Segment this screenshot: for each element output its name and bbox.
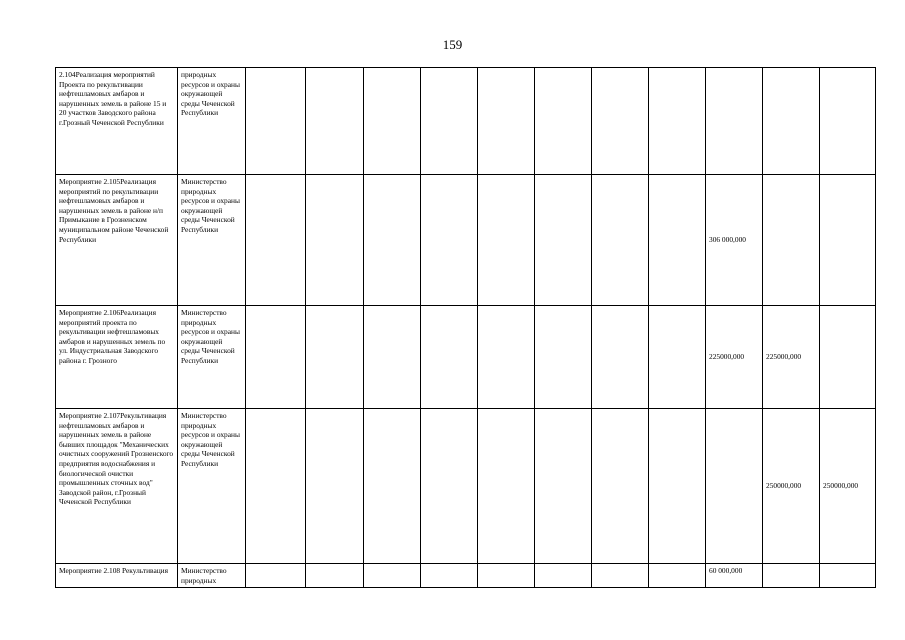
- value-cell: [649, 409, 706, 564]
- value-cell: [478, 409, 535, 564]
- value-cell: [535, 306, 592, 409]
- table-row: [56, 409, 876, 564]
- value-cell: [535, 175, 592, 306]
- value-cell: [306, 409, 364, 564]
- value-cell: [820, 68, 876, 175]
- activity-cell: Мероприятие 2.105Реализация мероприятий по рекультивации нефтешламовых амбаров и нарушенных земель в районе н/п Примыкание в Грозненском муниципальном районе Чеченской Республики: [56, 175, 178, 306]
- value-cell: 306 000,000: [706, 175, 763, 306]
- value-cell: [306, 564, 364, 588]
- value-cell: [246, 564, 306, 588]
- table-row: [56, 564, 876, 588]
- value-cell: 60 000,000: [706, 564, 763, 588]
- activity-cell: Мероприятие 2.106Реализация мероприятий проекта по рекультивации нефтешламовых амбаров и нарушенных земель по ул. Индустриальная Заводского района г. Грозного: [56, 306, 178, 409]
- value-cell: [535, 409, 592, 564]
- value-cell: 225000,000: [706, 306, 763, 409]
- table-row: [56, 175, 876, 306]
- value-cell: [246, 68, 306, 175]
- value-cell: [706, 68, 763, 175]
- value-cell: [364, 68, 421, 175]
- value-cell: [421, 175, 478, 306]
- value-cell: [763, 564, 820, 588]
- value-cell: [706, 409, 763, 564]
- value-cell: [592, 564, 649, 588]
- value-cell: [246, 409, 306, 564]
- value-cell: [478, 68, 535, 175]
- value-cell: [306, 306, 364, 409]
- table-row: [56, 68, 876, 175]
- executor-cell: Министерство природных: [178, 564, 246, 588]
- executor-cell: Министерство природных ресурсов и охраны окружающей среды Чеченской Республики: [178, 175, 246, 306]
- value-cell: [421, 68, 478, 175]
- value-cell: [421, 409, 478, 564]
- value-cell: [535, 564, 592, 588]
- value-cell: [592, 175, 649, 306]
- value-cell: [306, 175, 364, 306]
- value-cell: [421, 306, 478, 409]
- value-cell: [364, 175, 421, 306]
- value-cell: [592, 68, 649, 175]
- value-cell: [649, 68, 706, 175]
- value-cell: [364, 306, 421, 409]
- activity-cell: Мероприятие 2.107Рекультивация нефтешламовых амбаров и нарушенных земель в районе бывших площадок "Механических очистных сооружений Грозненского предприятия водоснабжения и биологической очистки промышленных сточных вод" Заводской район, г.Грозный Чеченской Республики: [56, 409, 178, 564]
- value-cell: 225000,000: [763, 306, 820, 409]
- executor-cell: Министерство природных ресурсов и охраны окружающей среды Чеченской Республики: [178, 409, 246, 564]
- value-cell: [364, 564, 421, 588]
- value-cell: [649, 564, 706, 588]
- value-cell: [246, 175, 306, 306]
- executor-cell: природных ресурсов и охраны окружающей среды Чеченской Республики: [178, 68, 246, 175]
- value-cell: 250000,000: [820, 409, 876, 564]
- value-cell: [649, 306, 706, 409]
- value-cell: [421, 564, 478, 588]
- table-row: [56, 306, 876, 409]
- value-cell: [763, 175, 820, 306]
- value-cell: [364, 409, 421, 564]
- page-number: 159: [442, 37, 463, 52]
- value-cell: [649, 175, 706, 306]
- value-cell: [820, 175, 876, 306]
- value-cell: [592, 306, 649, 409]
- value-cell: 250000,000: [763, 409, 820, 564]
- value-cell: [820, 564, 876, 588]
- value-cell: [820, 306, 876, 409]
- value-cell: [592, 409, 649, 564]
- value-cell: [535, 68, 592, 175]
- value-cell: [246, 306, 306, 409]
- executor-cell: Министерство природных ресурсов и охраны окружающей среды Чеченской Республики: [178, 306, 246, 409]
- value-cell: [478, 175, 535, 306]
- activity-cell: Мероприятие 2.108 Рекультивация: [56, 564, 178, 588]
- value-cell: [763, 68, 820, 175]
- activity-cell: 2.104Реализация мероприятий Проекта по рекультивации нефтешламовых амбаров и нарушенных земель в районе 15 и 20 участков Заводского района г.Грозный Чеченской Республики: [56, 68, 178, 175]
- value-cell: [478, 306, 535, 409]
- value-cell: [478, 564, 535, 588]
- value-cell: [306, 68, 364, 175]
- program-table: [55, 67, 876, 588]
